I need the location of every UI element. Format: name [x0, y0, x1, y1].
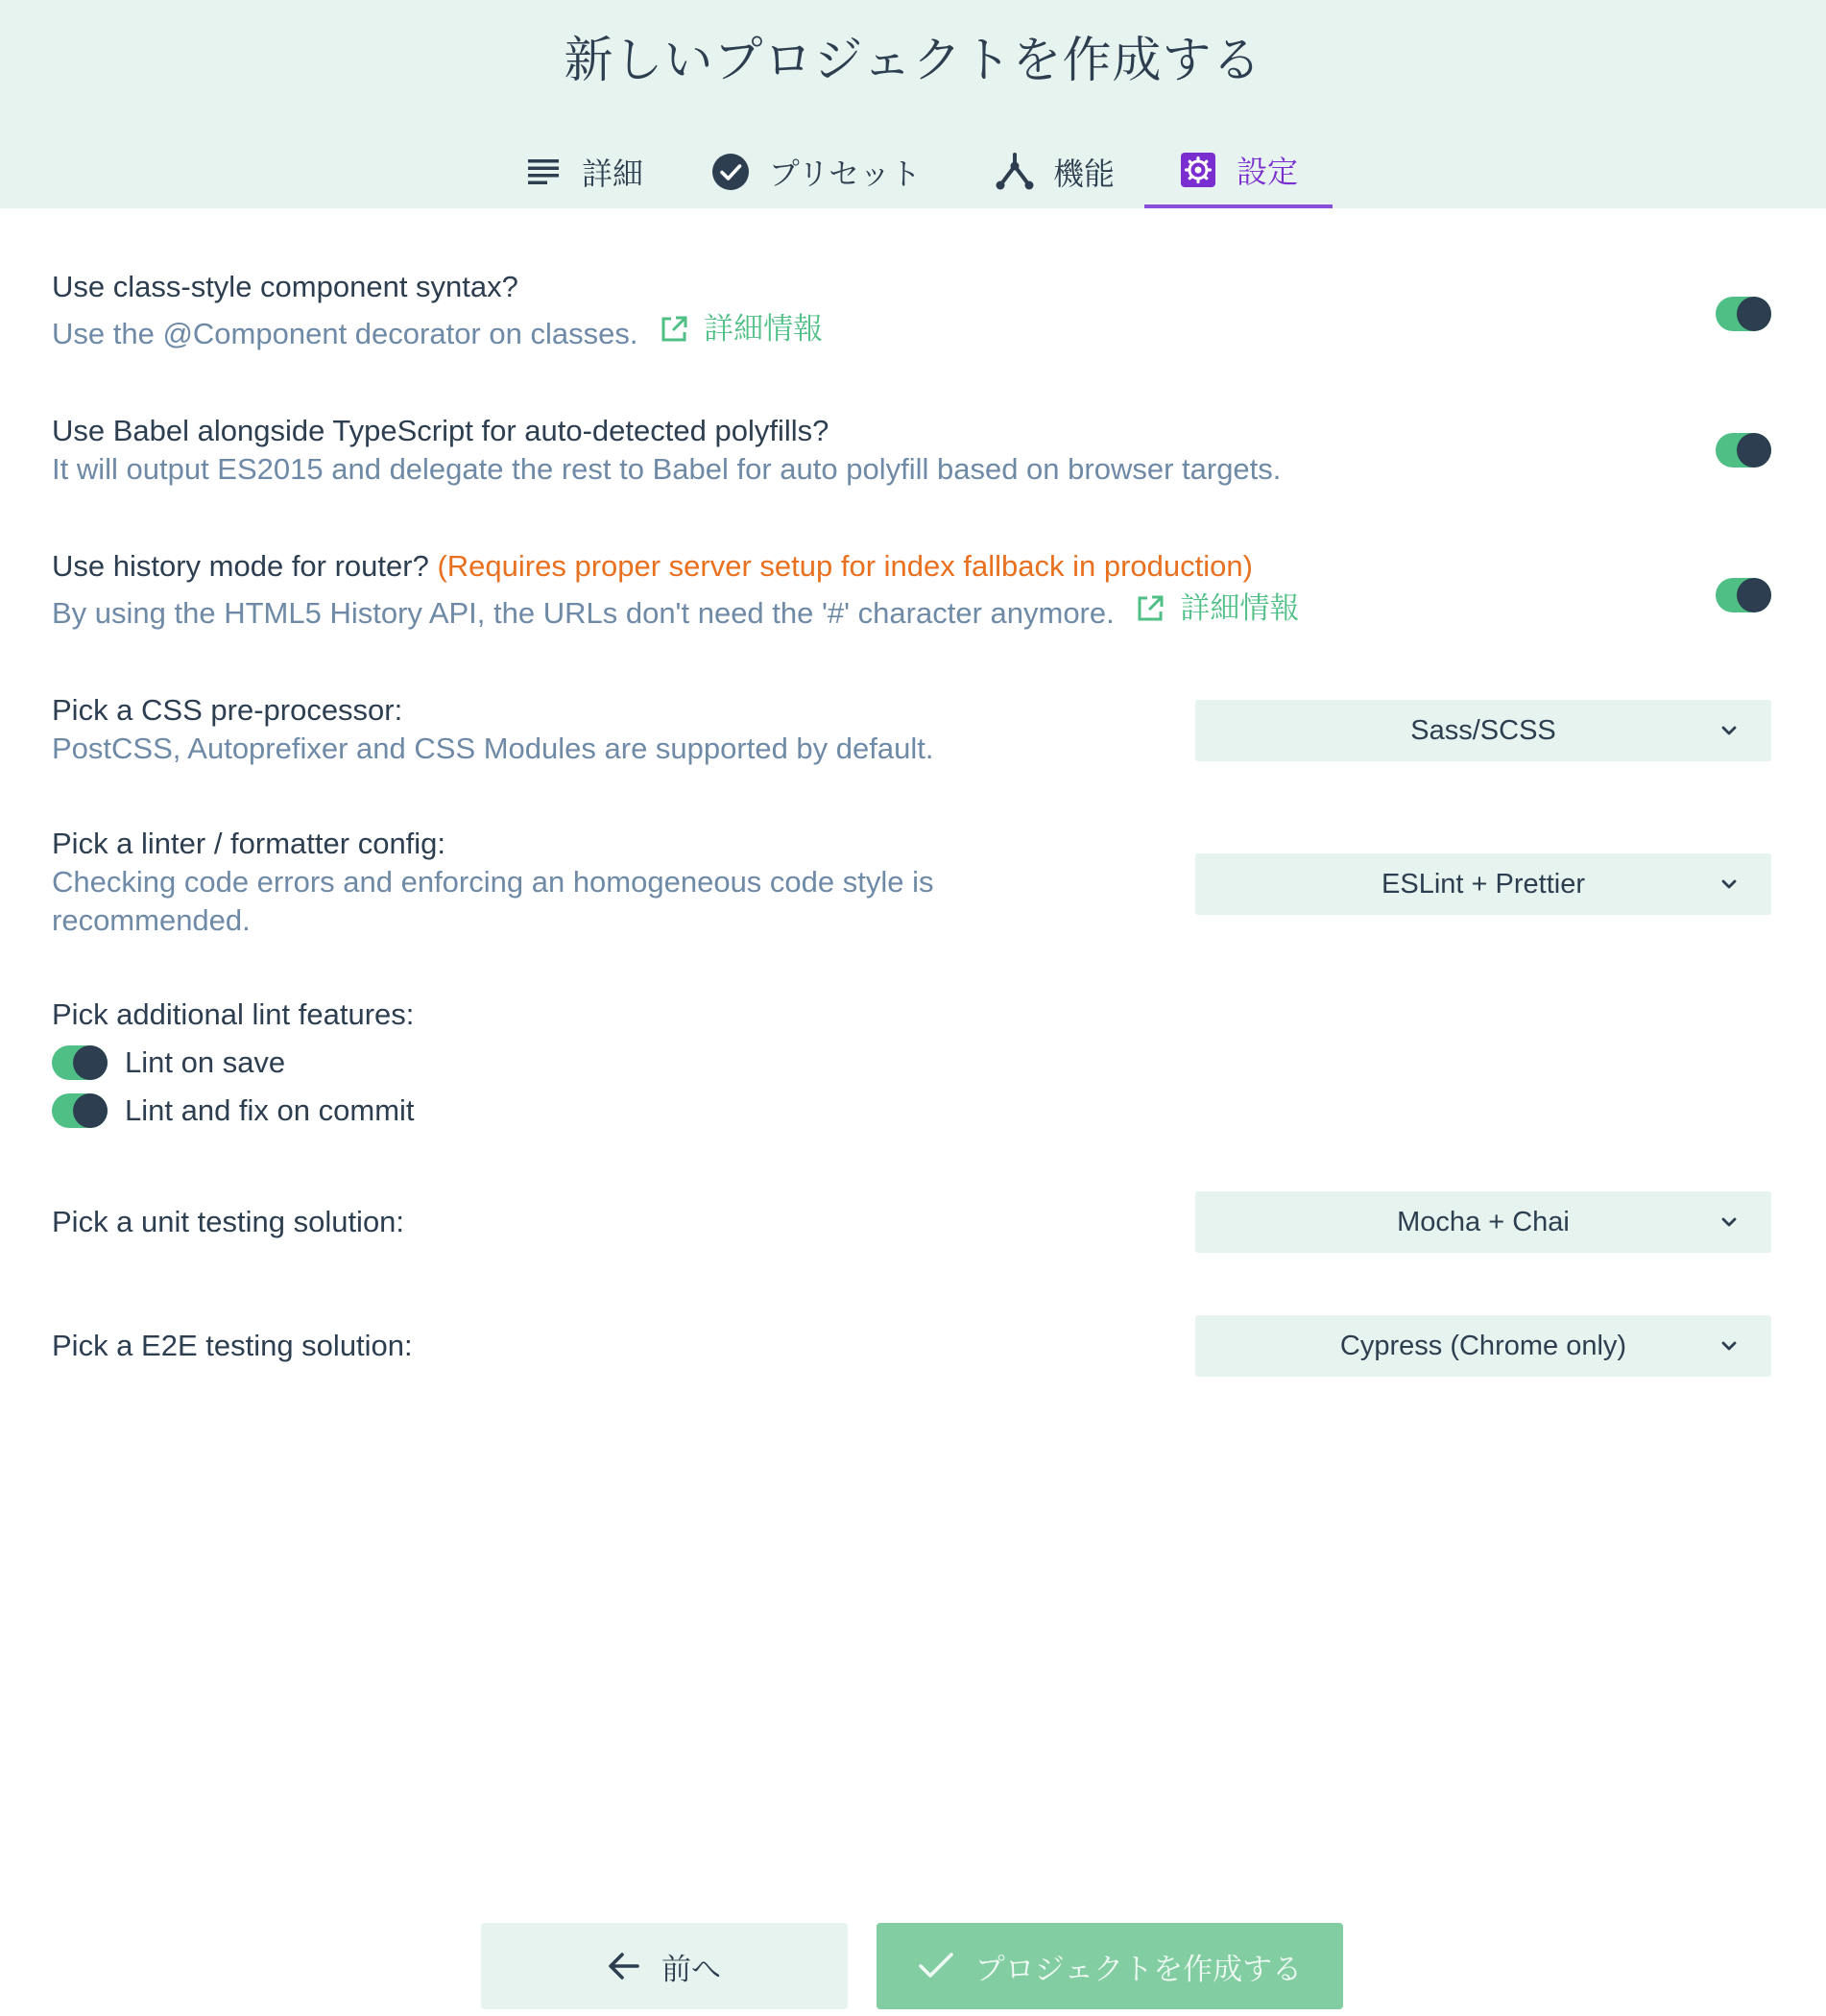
more-info-link[interactable] [660, 310, 823, 348]
chevron-down-icon [1719, 1212, 1739, 1232]
setting-label-text: Use history mode for router? [52, 549, 429, 583]
open-in-new-icon [1136, 594, 1165, 623]
setting-description: PostCSS, Autoprefixer and CSS Modules are supported by default. [52, 732, 934, 765]
toggle-knob [73, 1045, 108, 1080]
tab-details[interactable] [518, 134, 649, 208]
tab-label: プリセット [768, 156, 922, 191]
lint-option-label: Lint and fix on commit [125, 1093, 415, 1127]
toggle-knob [1737, 433, 1771, 468]
lint-option [52, 1092, 415, 1130]
chevron-down-icon [1719, 721, 1739, 740]
chevron-down-icon [1719, 875, 1739, 894]
open-in-new-icon [660, 315, 688, 344]
create-project-button-label: プロジェクトを作成する [974, 1952, 1303, 1986]
tab-presets[interactable] [705, 134, 927, 208]
setting-description-text: Use the @Component decorator on classes. [52, 317, 638, 350]
lint-on-save-toggle[interactable] [52, 1045, 108, 1080]
header [0, 0, 1826, 208]
setting-lint-features [52, 996, 1772, 1034]
lint-fix-on-commit-toggle[interactable] [52, 1093, 108, 1128]
setting-label: Use class-style component syntax? [52, 270, 518, 303]
css-preprocessor-select[interactable] [1195, 700, 1771, 761]
tab-settings[interactable] [1144, 134, 1333, 208]
call-split-icon [996, 153, 1034, 191]
more-info-link-label: 詳細情報 [704, 312, 824, 346]
unit-testing-select[interactable] [1195, 1191, 1771, 1253]
chevron-down-icon [1719, 1336, 1739, 1356]
create-project-button[interactable] [877, 1923, 1343, 2009]
setting-description: Checking code errors and enforcing an homogeneous code style is recommended. [52, 865, 934, 937]
tab-label: 機能 [1052, 156, 1115, 191]
more-info-link[interactable] [1136, 589, 1299, 628]
lint-option [52, 1044, 285, 1082]
select-value: Cypress (Chrome only) [1339, 1330, 1627, 1361]
arrow-back-icon [608, 1952, 640, 1980]
select-value: Sass/SCSS [1410, 714, 1556, 746]
check-icon [918, 1952, 954, 1980]
more-info-link-label: 詳細情報 [1180, 591, 1300, 625]
toggle-knob [1737, 578, 1771, 612]
page-title: 新しいプロジェクトを作成する [564, 33, 1262, 87]
babel-toggle[interactable] [1716, 433, 1771, 468]
subject-icon [524, 153, 563, 191]
lint-option-label: Lint on save [125, 1045, 286, 1079]
select-value: Mocha + Chai [1397, 1206, 1570, 1237]
setting-history-mode [52, 547, 1772, 633]
setting-linter [52, 825, 1012, 940]
linter-select[interactable] [1195, 853, 1771, 915]
setting-babel [52, 412, 1772, 489]
e2e-testing-select[interactable] [1195, 1315, 1771, 1377]
setting-label: Pick a CSS pre-processor: [52, 693, 403, 727]
settings-form [0, 208, 1826, 1917]
history-mode-toggle[interactable] [1716, 578, 1771, 612]
setting-description: It will output ES2015 and delegate the rest to Babel for auto polyfill based on browser targets. [52, 452, 1282, 486]
setting-label: Pick a E2E testing solution: [52, 1329, 413, 1362]
setting-class-style [52, 268, 1772, 353]
select-value: ESLint + Prettier [1382, 868, 1585, 900]
tab-features[interactable] [985, 134, 1125, 208]
tab-label: 詳細 [581, 156, 643, 191]
setting-label: Pick a linter / formatter config: [52, 827, 446, 860]
class-style-toggle[interactable] [1716, 297, 1771, 331]
check-circle-icon [711, 153, 750, 191]
tab-label: 設定 [1236, 154, 1298, 189]
setting-label: Pick additional lint features: [52, 997, 415, 1031]
setting-label: Pick a unit testing solution: [52, 1205, 405, 1238]
previous-button-label: 前へ [661, 1952, 721, 1986]
tab-bar [0, 134, 1826, 208]
previous-button[interactable] [481, 1923, 848, 2009]
toggle-knob [73, 1093, 108, 1128]
setting-label [52, 547, 1772, 586]
toggle-knob [1737, 297, 1771, 331]
setting-description-text: By using the HTML5 History API, the URLs don't need the '#' character anymore. [52, 596, 1115, 630]
setting-description [52, 310, 1772, 353]
setting-warning: (Requires proper server setup for index fallback in production) [437, 549, 1253, 583]
settings-applications-icon [1179, 151, 1217, 189]
setting-description [52, 589, 1772, 633]
setting-label: Use Babel alongside TypeScript for auto-detected polyfills? [52, 414, 829, 447]
